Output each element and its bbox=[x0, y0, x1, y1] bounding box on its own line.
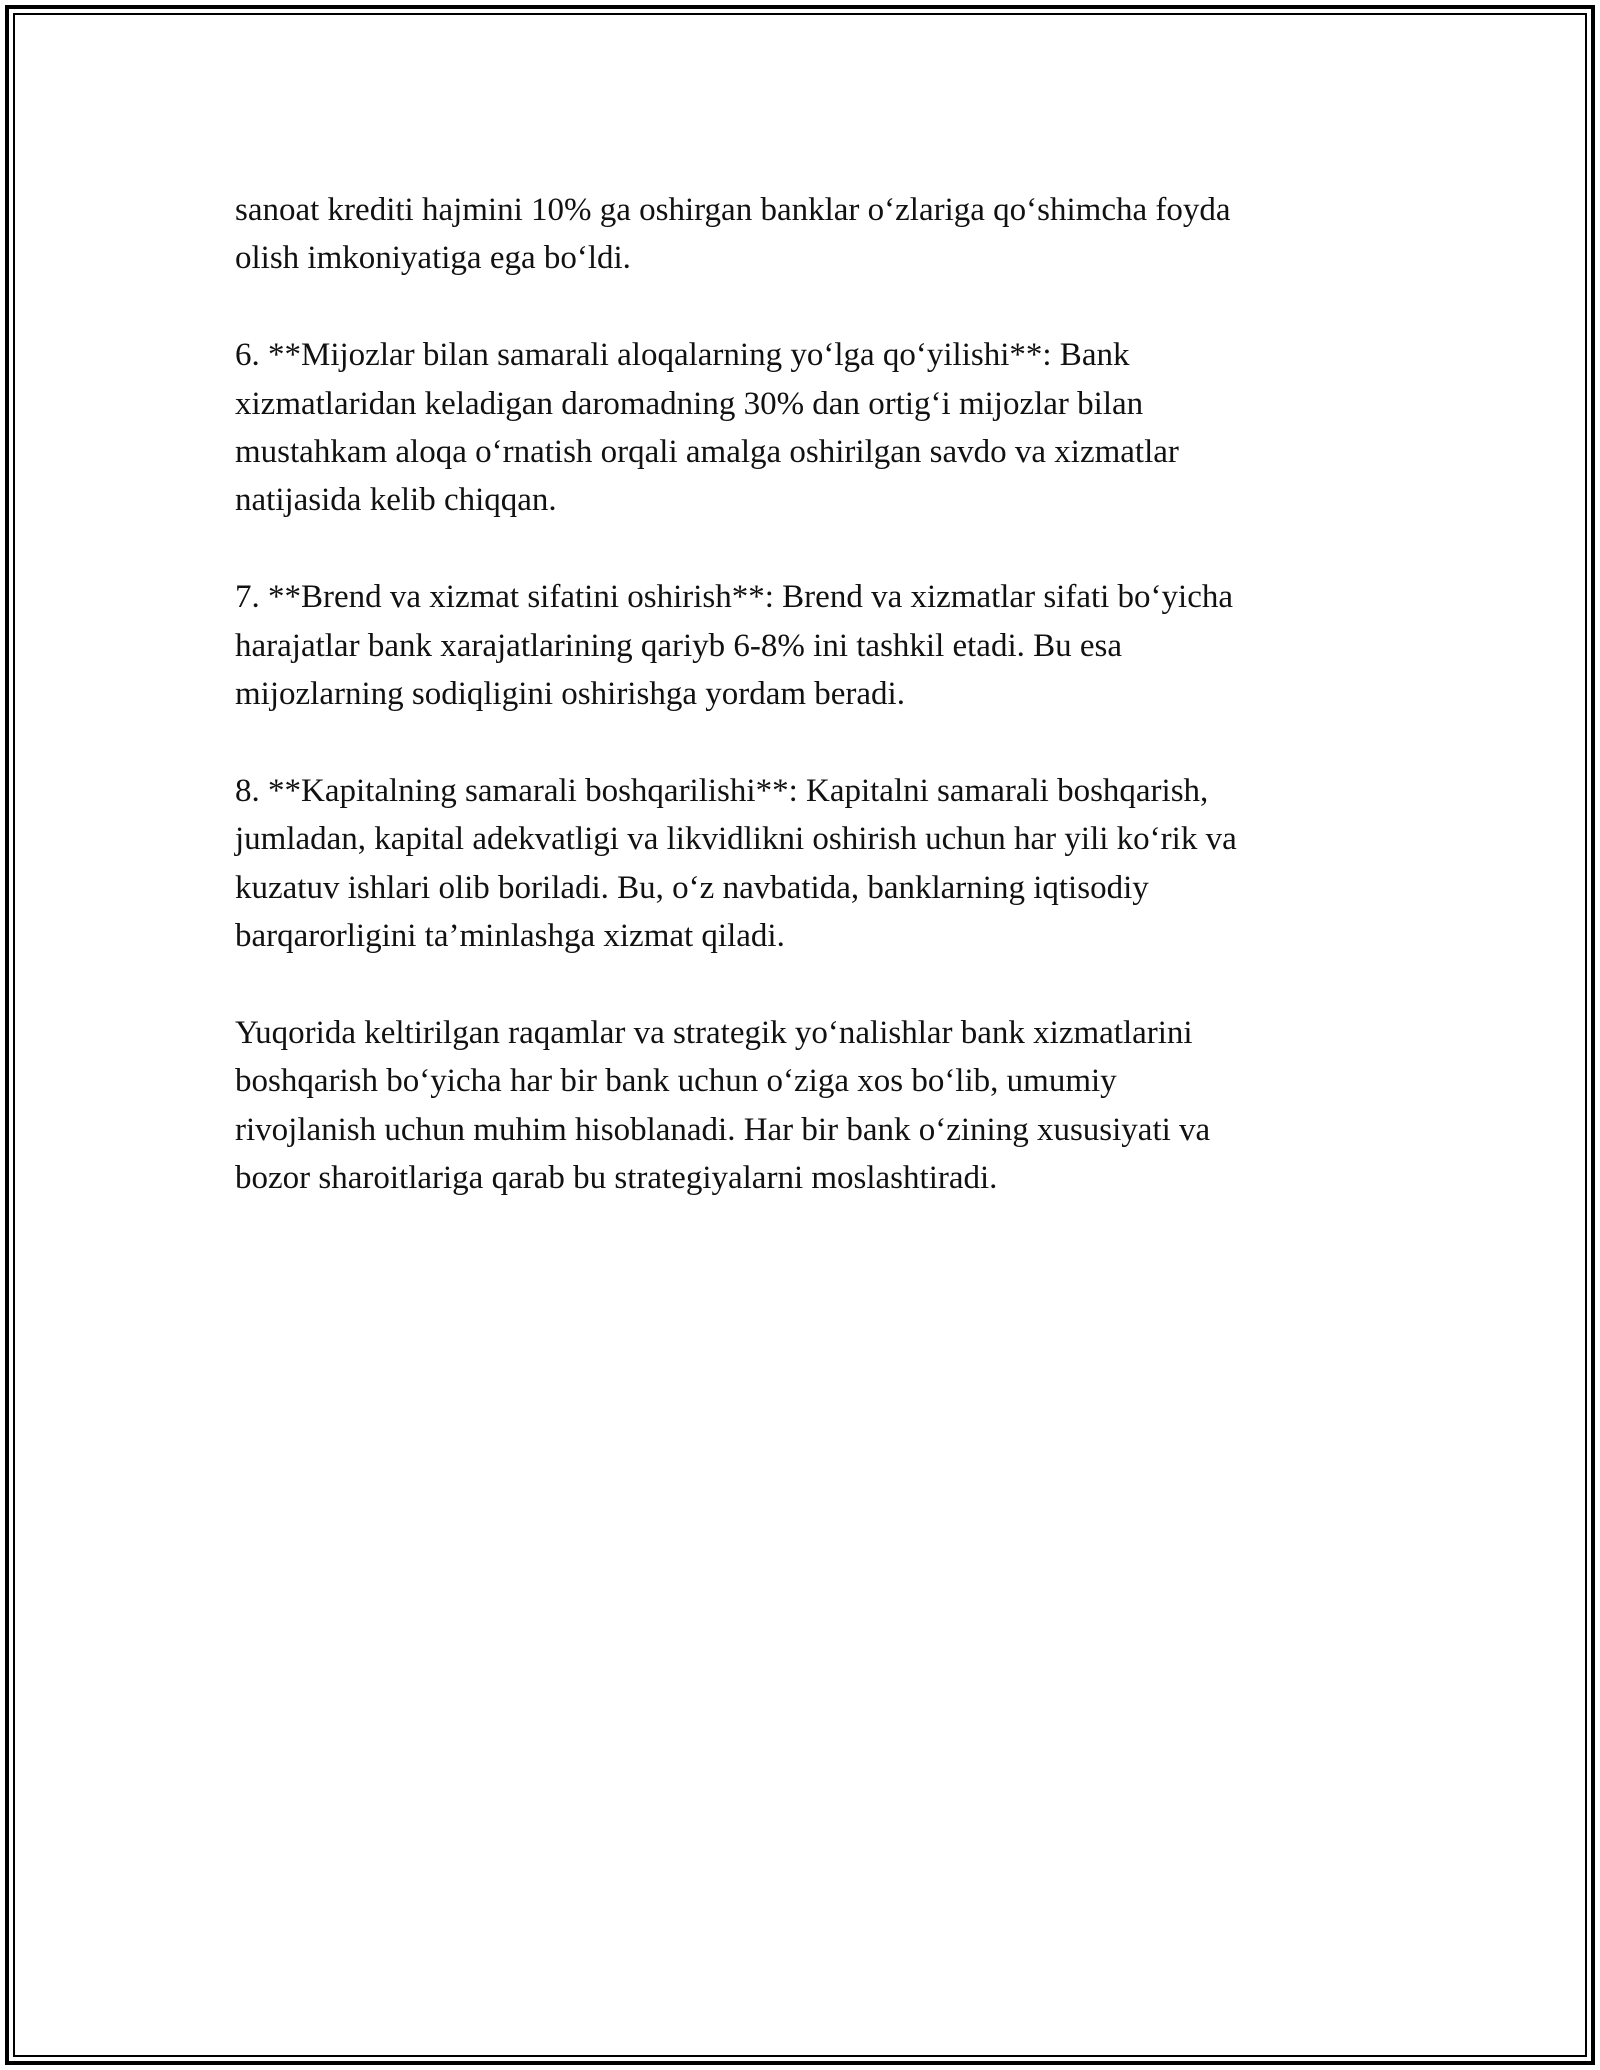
text-line: 6. **Mijozlar bilan samarali aloqalarning yo‘lga qo‘yilishi**: Bank bbox=[235, 337, 1130, 374]
text-line: harajatlar bank xarajatlarining qariyb 6-8% ini tashkil etadi. Bu esa bbox=[235, 627, 1123, 664]
text-line: 8. **Kapitalning samarali boshqarilishi**: Kapitalni samarali boshqarish, bbox=[235, 772, 1209, 809]
document-body bbox=[235, 186, 1375, 1251]
paragraph-conclusion bbox=[235, 1009, 1375, 1203]
paragraph-item-7 bbox=[235, 573, 1375, 718]
text-line: xizmatlaridan keladigan daromadning 30% dan ortig‘i mijozlar bilan bbox=[235, 385, 1144, 422]
paragraph-continuation bbox=[235, 186, 1375, 283]
text-line: barqarorligini ta’minlashga xizmat qiladi. bbox=[235, 918, 785, 955]
text-line: boshqarish bo‘yicha har bir bank uchun o‘ziga xos bo‘lib, umumiy bbox=[235, 1063, 1117, 1100]
text-line: rivojlanish uchun muhim hisoblanadi. Har bir bank o‘zining xususiyati va bbox=[235, 1111, 1211, 1148]
text-line: natijasida kelib chiqqan. bbox=[235, 482, 557, 519]
text-line: mustahkam aloqa o‘rnatish orqali amalga oshirilgan savdo va xizmatlar bbox=[235, 434, 1179, 471]
paragraph-item-6 bbox=[235, 331, 1375, 525]
text-line: mijozlarning sodiqligini oshirishga yordam beradi. bbox=[235, 676, 905, 713]
text-line: 7. **Brend va xizmat sifatini oshirish**: Brend va xizmatlar sifati bo‘yicha bbox=[235, 579, 1234, 616]
text-line: Yuqorida keltirilgan raqamlar va strategik yo‘nalishlar bank xizmatlarini bbox=[235, 1014, 1193, 1051]
text-line: olish imkoniyatiga ega bo‘ldi. bbox=[235, 240, 631, 277]
text-line: jumladan, kapital adekvatligi va likvidlikni oshirish uchun har yili ko‘rik va bbox=[235, 821, 1237, 858]
paragraph-item-8 bbox=[235, 767, 1375, 961]
text-line: sanoat krediti hajmini 10% ga oshirgan banklar o‘zlariga qo‘shimcha foyda bbox=[235, 192, 1231, 228]
text-line: kuzatuv ishlari olib boriladi. Bu, o‘z navbatida, banklarning iqtisodiy bbox=[235, 869, 1149, 906]
text-line: bozor sharoitlariga qarab bu strategiyalarni moslashtiradi. bbox=[235, 1160, 998, 1197]
